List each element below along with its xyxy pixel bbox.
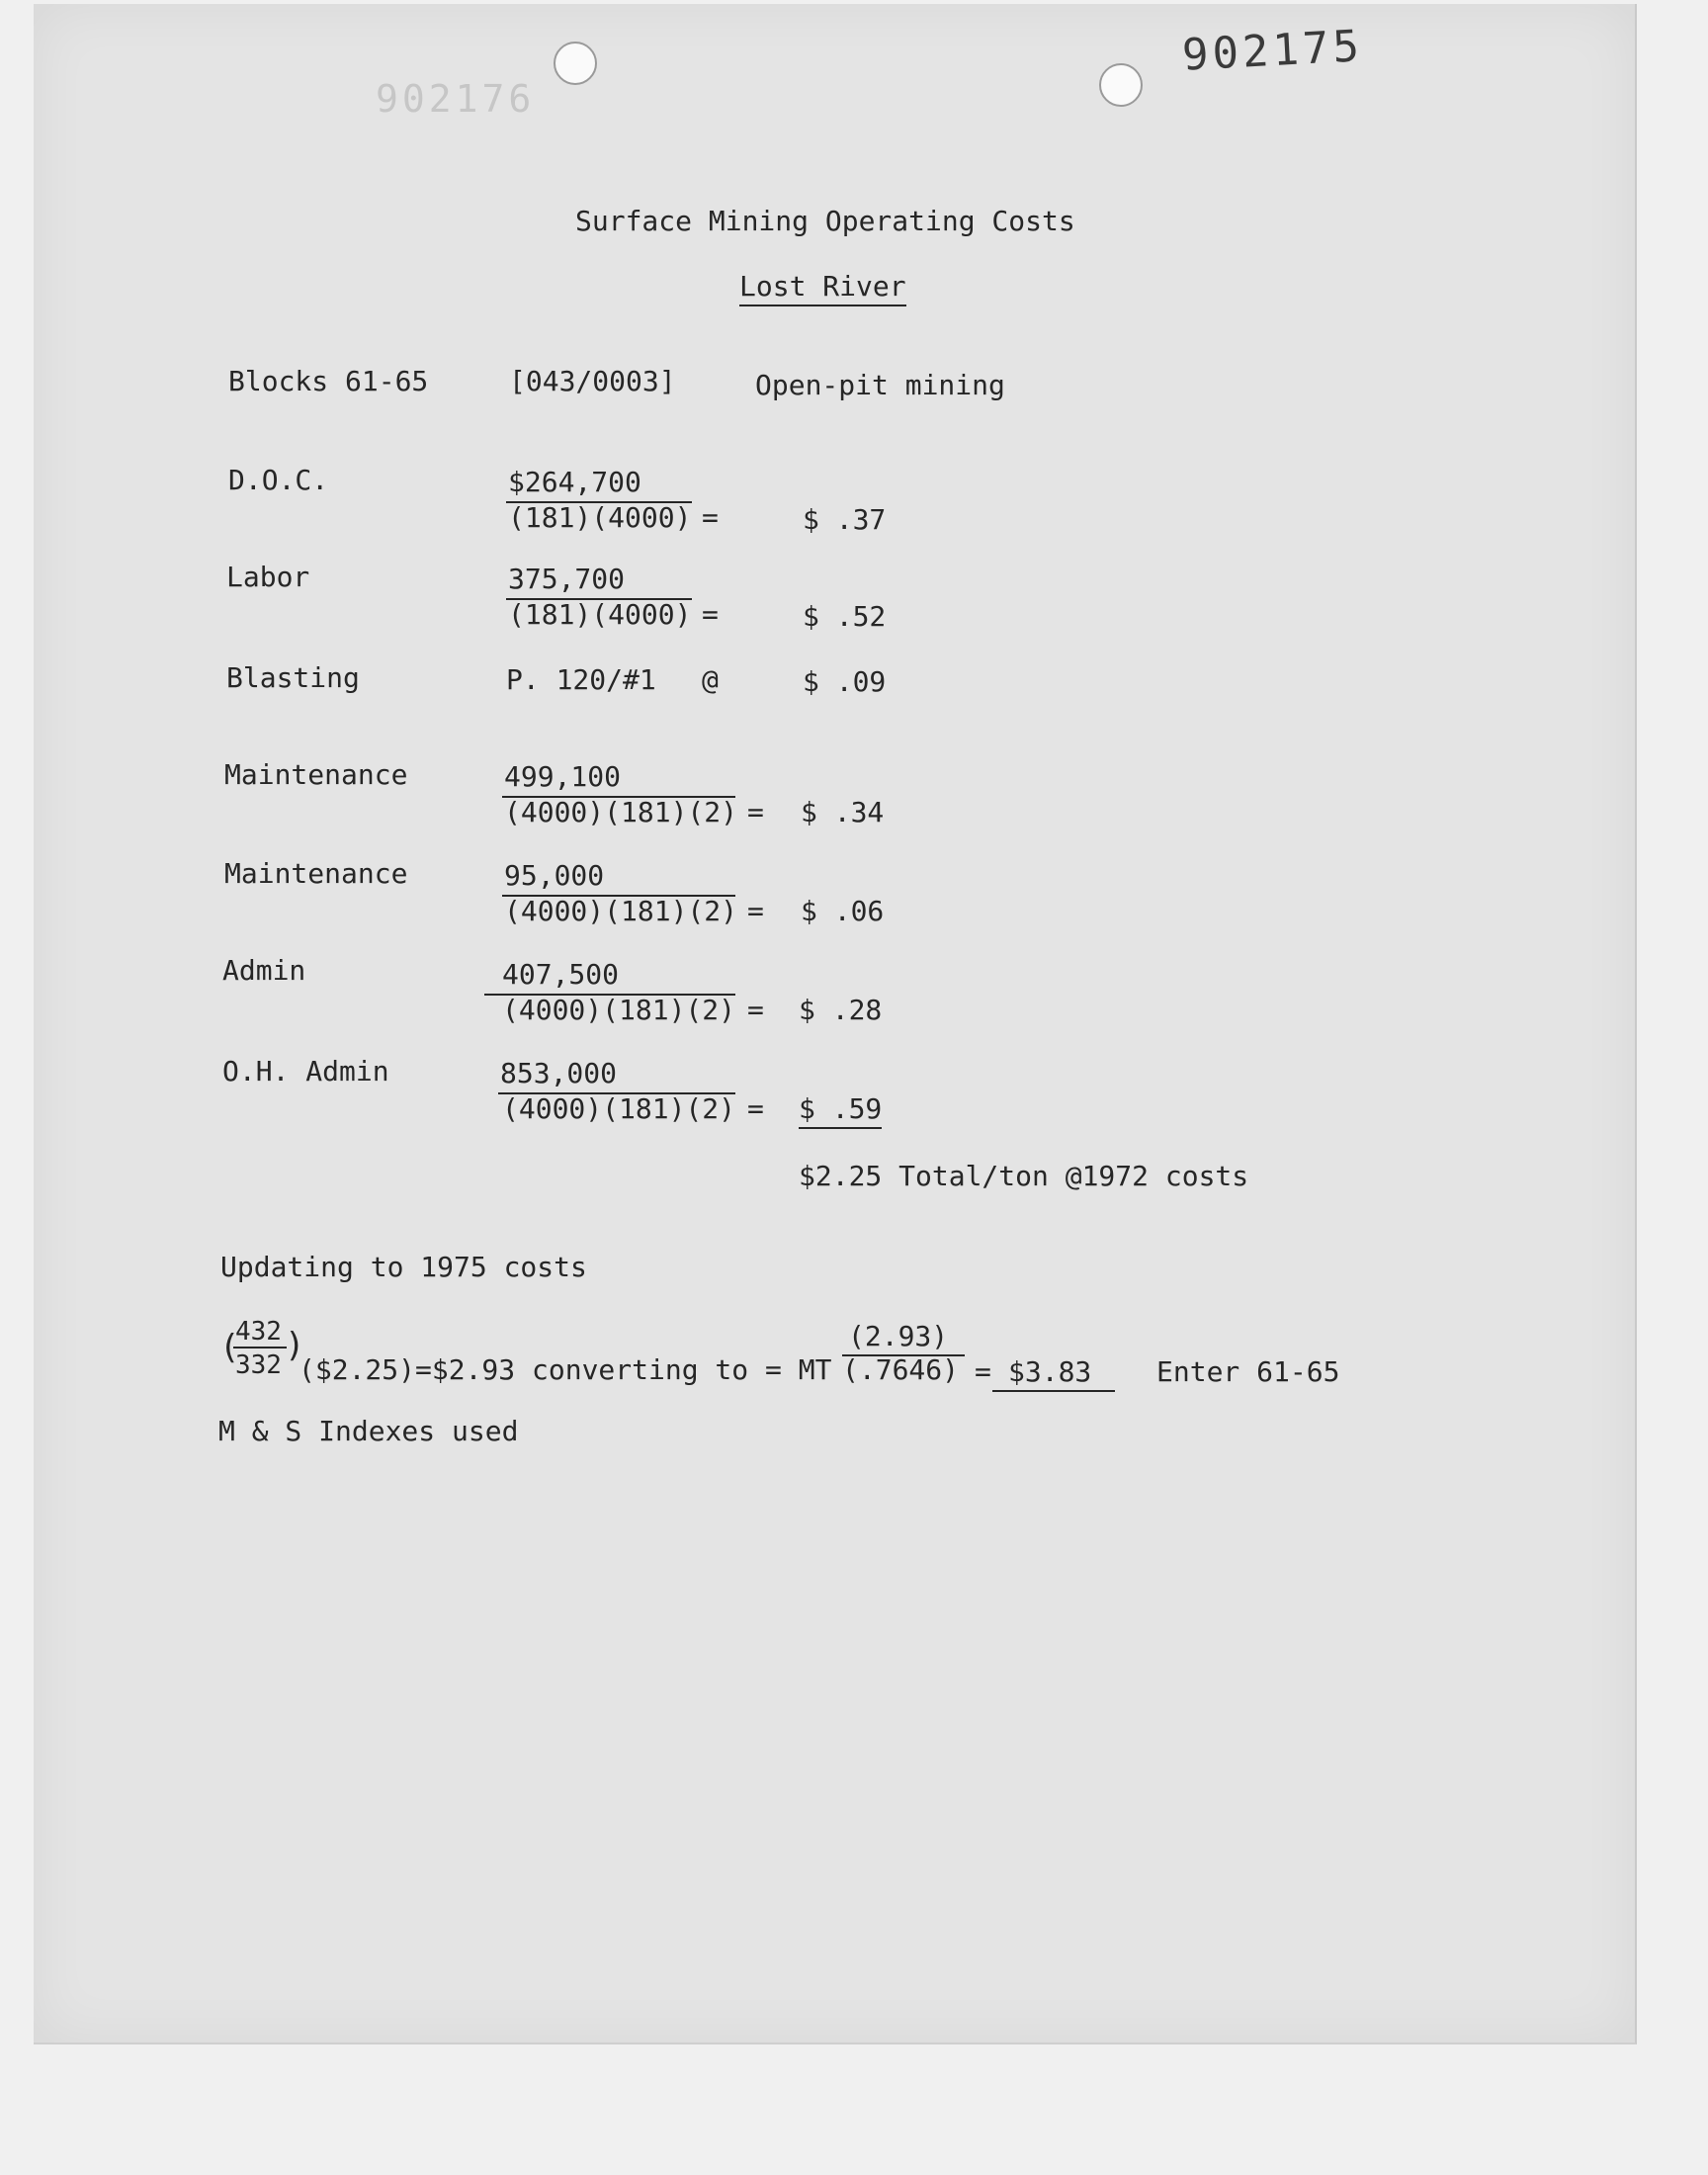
conversion-denominator: (.7646) [842,1353,960,1386]
row-denominator: (181)(4000) [508,598,692,631]
bleed-through-number: 902176 [376,77,536,121]
open-paren: ( [219,1328,240,1367]
row-label: Labor [226,561,310,593]
punch-hole-right [1099,63,1143,107]
equals-sign: = [747,895,764,927]
row-denominator: (4000)(181)(2) [502,1092,736,1125]
fraction-bar [233,1347,287,1348]
indexes-note: M & S Indexes used [218,1415,519,1447]
document-stamp-number: 902175 [1180,21,1365,81]
row-numerator: $264,700 [508,466,641,498]
page-subtitle: Lost River [739,273,906,306]
row-numerator: 375,700 [508,563,626,595]
conversion-numerator: (2.93) [848,1320,949,1352]
equals-sign: = [702,501,719,534]
row-denominator: (4000)(181)(2) [504,895,738,927]
index-numerator: 432 [235,1317,282,1347]
row-value: $ .06 [801,895,885,927]
row-reference: P. 120/#1 [506,663,656,696]
equals-sign: = [747,994,764,1026]
equals-sign: = [702,598,719,631]
row-value: $ .28 [799,994,883,1026]
punch-hole-left [554,42,597,85]
equals-sign: = [747,796,764,828]
row-denominator: (4000)(181)(2) [502,994,736,1026]
enter-note: Enter 61-65 [1156,1355,1340,1388]
close-paren: ) [285,1326,305,1365]
row-label: O.H. Admin [222,1055,389,1088]
row-numerator: 499,100 [504,760,622,793]
result-underline [992,1390,1115,1392]
result-value: $3.83 [1008,1355,1092,1388]
at-sign: @ [702,663,719,696]
row-numerator: 853,000 [500,1057,618,1089]
row-value: $ .52 [803,600,887,633]
row-numerator: 95,000 [504,859,605,892]
mining-method: Open-pit mining [755,369,1005,401]
update-heading: Updating to 1975 costs [220,1251,587,1283]
row-value: $ .09 [803,665,887,698]
row-value: $ .37 [803,503,887,536]
row-label: Admin [222,954,306,987]
row-label: Maintenance [224,758,408,791]
total-line: $2.25 Total/ton @1972 costs [799,1160,1249,1192]
update-expression: ($2.25)=$2.93 converting to = MT [299,1353,832,1386]
row-label: Blasting [226,661,360,694]
index-denominator: 332 [235,1350,282,1380]
blocks-code: [043/0003] [509,365,676,397]
equals-sign: = [747,1092,764,1125]
blocks-label: Blocks 61-65 [228,365,429,397]
row-label: Maintenance [224,857,408,890]
row-denominator: (4000)(181)(2) [504,796,738,828]
row-label: D.O.C. [228,464,329,496]
page-title: Surface Mining Operating Costs [575,205,1075,237]
row-value: $ .34 [801,796,885,828]
equals-sign: = [975,1355,991,1388]
row-value: $ .59 [799,1095,882,1129]
row-numerator: 407,500 [502,958,620,991]
row-denominator: (181)(4000) [508,501,692,534]
